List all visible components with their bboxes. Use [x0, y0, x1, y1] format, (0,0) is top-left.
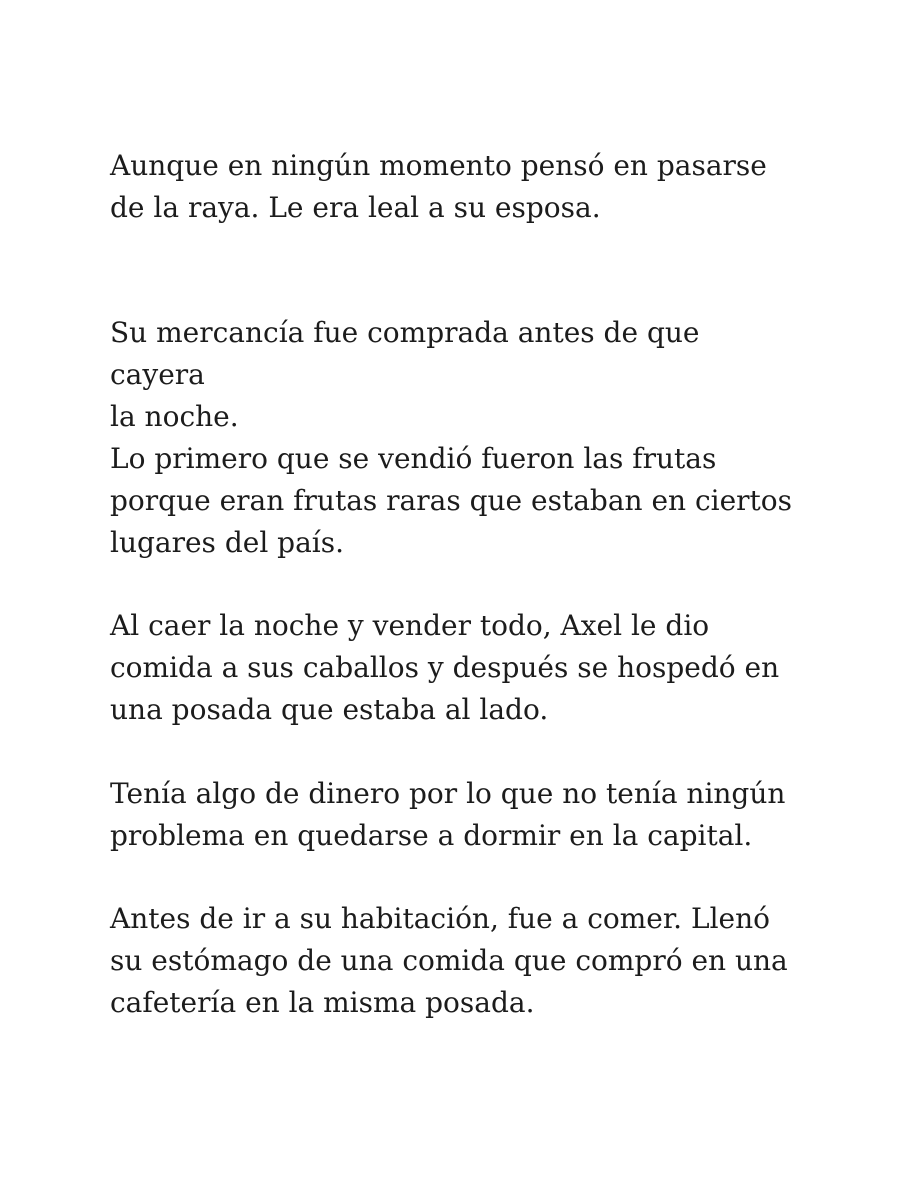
paragraph-3: Lo primero que se vendió fueron las frutas porque eran frutas raras que estaban en ciertos lugares del país.: [110, 442, 793, 559]
paragraph-5: Tenía algo de dinero por lo que no tenía ningún problema en quedarse a dormir en la capital.: [110, 777, 786, 852]
paragraph-1: Aunque en ningún momento pensó en pasarse de la raya. Le era leal a su esposa.: [110, 149, 767, 224]
paragraph-4: Al caer la noche y vender todo, Axel le dio comida a sus caballos y después se hospedó en una posada que estaba al lado.: [110, 609, 780, 726]
paragraph-6: Antes de ir a su habitación, fue a comer. Llenó su estómago de una comida que compró en una cafetería en la misma posada.: [110, 902, 788, 1019]
paragraph-2: Su mercancía fue comprada antes de que cayera la noche.: [110, 316, 700, 433]
